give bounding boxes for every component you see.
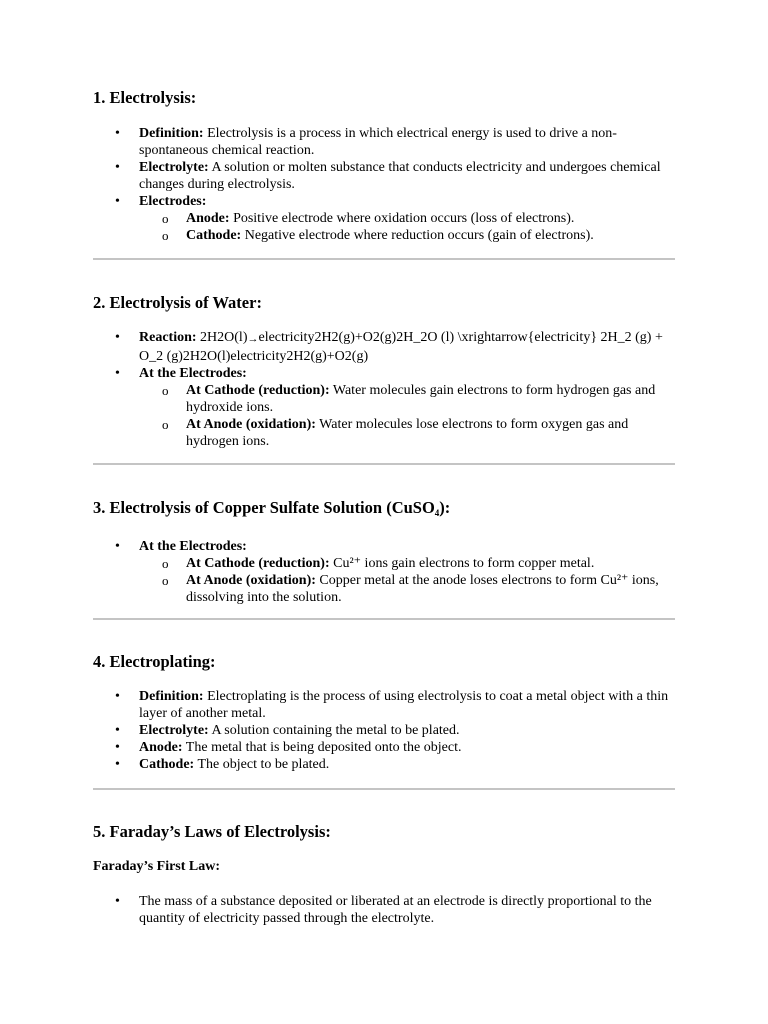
list-item-first-law: • The mass of a substance deposited or liberated at an electrode is directly proportional to the quantity of electricity passed through the electrolyte.	[93, 893, 675, 927]
bullet-list	[93, 688, 675, 773]
section-divider	[93, 258, 675, 260]
sub-item-cathode: o At Cathode (reduction): Water molecules gain electrons to form hydrogen gas and hydroxide ions.	[139, 382, 675, 416]
list-item-electrolyte: • Electrolyte: A solution or molten substance that conducts electricity and undergoes chemical changes during electrolysis.	[93, 159, 675, 193]
section-divider	[93, 618, 675, 620]
bullet-list	[93, 125, 675, 244]
bullet-list	[93, 893, 675, 927]
sub-item-cathode: o Cathode: Negative electrode where reduction occurs (gain of electrons).	[139, 227, 675, 244]
section-electrolysis	[93, 88, 675, 244]
list-item-definition: • Definition: Electrolysis is a process in which electrical energy is used to drive a non-spontaneous chemical reaction.	[93, 125, 675, 159]
section-title: 1. Electrolysis:	[93, 88, 197, 107]
list-item-electrodes: • Electrodes: o Anode: Positive electrode where oxidation occurs (loss of electrons). o Cathode: Negative electrode where reduction occurs (gain of electrons).	[93, 193, 675, 244]
bullet-list	[93, 538, 675, 606]
list-item-reaction: • Reaction: 2H2O(l)→electricity2H2(g)+O2(g)2H_2O (l) \xrightarrow{electricity} 2H_2 (g) + O_2 (g)2H2O(l)electricity2H2(g)+O2(g)	[93, 329, 675, 365]
subsection-title: Faraday’s First Law:	[93, 859, 221, 874]
reaction-arrow-icon: →	[247, 333, 259, 345]
section-electroplating	[93, 652, 675, 773]
section-title: 3. Electrolysis of Copper Sulfate Solution (CuSO$_4$):	[93, 498, 451, 518]
sub-list	[139, 555, 675, 606]
section-copper-sulfate	[93, 498, 675, 606]
section-title: 4. Electroplating:	[93, 652, 216, 671]
section-title: 2. Electrolysis of Water:	[93, 293, 262, 312]
section-title: 5. Faraday’s Laws of Electrolysis:	[93, 822, 331, 841]
sub-list	[139, 210, 675, 244]
list-item-electrolyte: • Electrolyte: A solution containing the metal to be plated.	[93, 722, 675, 739]
section-electrolysis-of-water	[93, 293, 675, 450]
sub-item-anode: o At Anode (oxidation): Water molecules lose electrons to form oxygen gas and hydrogen ions.	[139, 416, 675, 450]
sub-list	[139, 382, 675, 450]
list-item-cathode: • Cathode: The object to be plated.	[93, 756, 675, 773]
list-item-at-electrodes: • At the Electrodes: o At Cathode (reduction): Cu²⁺ ions gain electrons to form copper metal. o At Anode (oxidation): Copper metal at the anode loses electrons to form Cu²⁺ ions, dissolving into the solution.	[93, 538, 675, 606]
section-faradays-laws	[93, 822, 675, 927]
list-item-anode: • Anode: The metal that is being deposited onto the object.	[93, 739, 675, 756]
section-divider	[93, 463, 675, 465]
list-item-definition: • Definition: Electroplating is the process of using electrolysis to coat a metal object with a thin layer of another metal.	[93, 688, 675, 722]
sub-item-cathode: o At Cathode (reduction): Cu²⁺ ions gain electrons to form copper metal.	[139, 555, 675, 572]
sub-item-anode: o At Anode (oxidation): Copper metal at the anode loses electrons to form Cu²⁺ ions, dissolving into the solution.	[139, 572, 675, 606]
sub-item-anode: o Anode: Positive electrode where oxidation occurs (loss of electrons).	[139, 210, 675, 227]
section-divider	[93, 788, 675, 790]
list-item-at-electrodes: • At the Electrodes: o At Cathode (reduction): Water molecules gain electrons to form hydrogen gas and hydroxide ions. o At Anode (oxidation): Water molecules lose electrons to form oxygen gas and hydrogen ions.	[93, 365, 675, 450]
bullet-list	[93, 329, 675, 450]
